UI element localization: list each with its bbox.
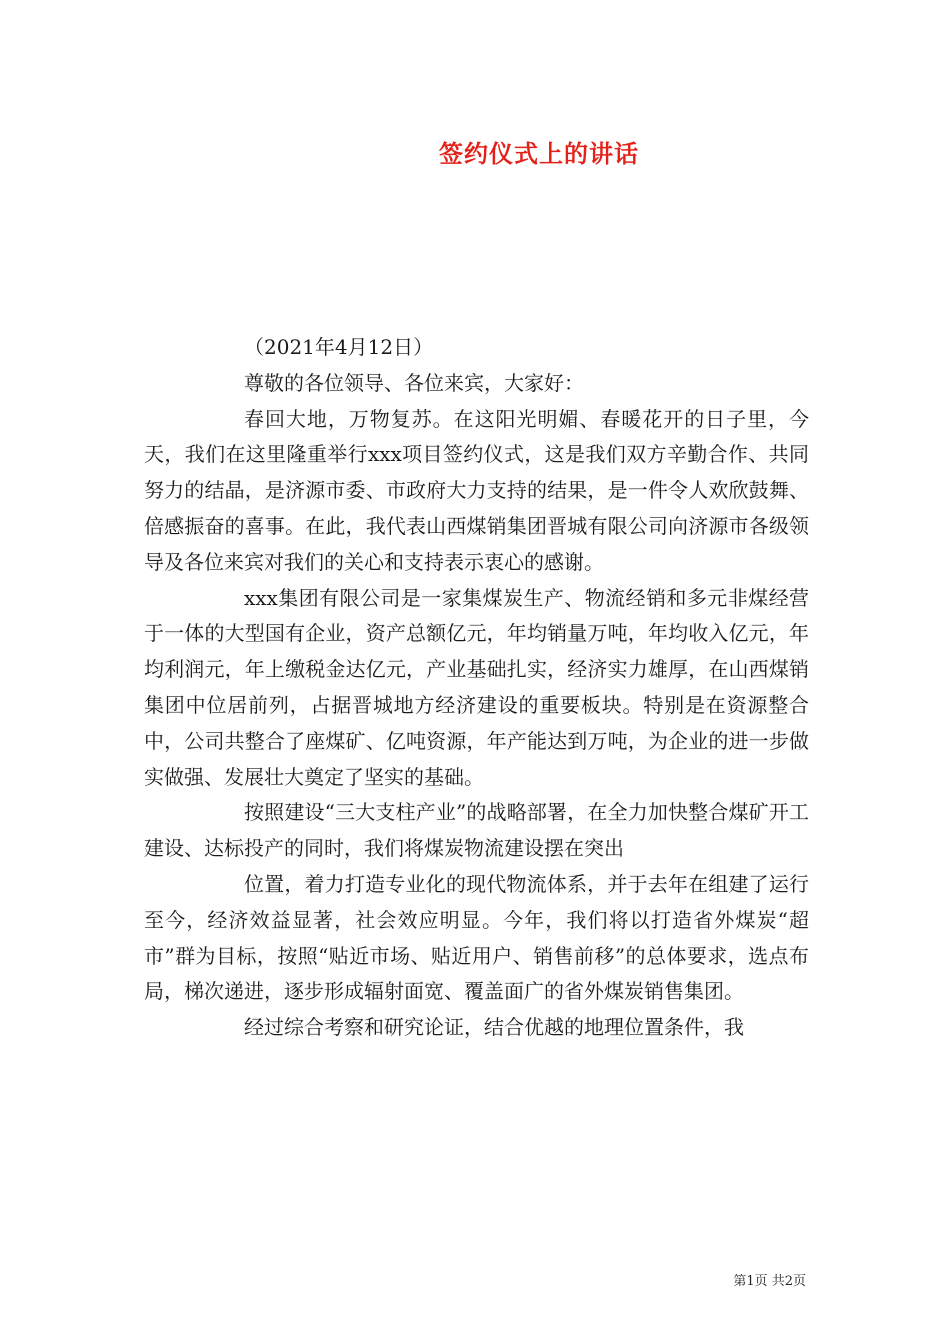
paragraph-4: 位置，着力打造专业化的现代物流体系，并于去年在组建了运行至今，经济效益显著，社会效应明显。今年，我们将以打造省外煤炭“超市”群为目标，按照“贴近市场、贴近用户、销售前移”的总体要求，选点布局，梯次递进，逐步形成辐射面宽、覆盖面广的省外煤炭销售集团。	[144, 871, 809, 1004]
paragraph-1: 春回大地，万物复苏。在这阳光明媚、春暖花开的日子里，今天，我们在这里隆重举行xxx项目签约仪式，这是我们双方辛勤合作、共同努力的结晶，是济源市委、市政府大力支持的结果，是一件令人欢欣鼓舞、倍感振奋的喜事。在此，我代表山西煤销集团晋城有限公司向济源市各级领导及各位来宾对我们的关心和支持表示衷心的感谢。	[144, 406, 809, 574]
paragraph-2: xxx集团有限公司是一家集煤炭生产、物流经销和多元非煤经营于一体的大型国有企业，资产总额亿元，年均销量万吨，年均收入亿元，年均利润元，年上缴税金达亿元，产业基础扎实，经济实力雄厚，在山西煤销集团中位居前列，占据晋城地方经济建设的重要板块。特别是在资源整合中，公司共整合了座煤矿、亿吨资源，年产能达到万吨，为企业的进一步做实做强、发展壮大奠定了坚实的基础。	[144, 585, 809, 789]
document-title: 签约仪式上的讲话	[439, 139, 639, 168]
page-indicator: 第1页 共2页	[733, 1274, 806, 1289]
paragraph-5: 经过综合考察和研究论证，结合优越的地理位置条件，我	[244, 1015, 744, 1040]
paragraph-3: 按照建设“三大支柱产业”的战略部署，在全力加快整合煤矿开工建设、达标投产的同时，我们将煤炭物流建设摆在突出	[144, 800, 809, 861]
salutation: 尊敬的各位领导、各位来宾，大家好：	[244, 370, 584, 395]
document-body	[144, 330, 809, 1046]
document-date: （2021年4月12日）	[244, 335, 434, 359]
